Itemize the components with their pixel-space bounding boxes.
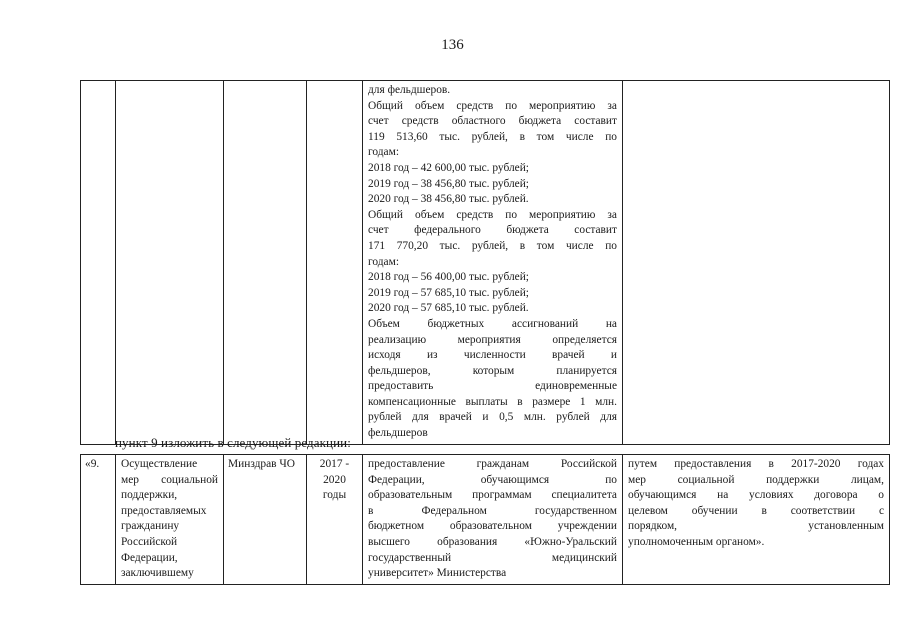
- funding-line: Общий объем средств по мероприятию за: [368, 99, 617, 112]
- period-line: 2020: [323, 473, 346, 486]
- measure-cell: [116, 81, 224, 445]
- period-line: 2017 -: [319, 458, 350, 470]
- result-cell: [623, 81, 890, 445]
- result-line: уполномоченным органом».: [628, 535, 765, 548]
- item-number: «9.: [85, 458, 100, 470]
- item-result: [623, 455, 889, 553]
- measure-line: поддержки,: [121, 489, 178, 502]
- item-number-cell: [81, 455, 116, 585]
- item-9-table: [80, 454, 890, 585]
- item-measure-cell: [116, 455, 224, 585]
- result-line: путем предоставления в 2017-2020 годах: [628, 458, 884, 470]
- continuation-table: [80, 80, 890, 445]
- funding-line: Объем бюджетных ассигнований на: [368, 317, 617, 330]
- funding-line: 2018 год – 42 600,00 тыс. рублей;: [368, 161, 529, 174]
- funding-line: предоставить единовременные: [368, 380, 617, 393]
- funding-line: 2019 год – 38 456,80 тыс. рублей;: [368, 177, 529, 190]
- amendment-instruction: пункт 9 изложить в следующей редакции:: [115, 435, 351, 450]
- funding-line: 2019 год – 57 685,10 тыс. рублей;: [368, 286, 529, 299]
- period-line: годы: [322, 489, 347, 502]
- funding-line: фельдшеров, которым планируется: [368, 364, 617, 377]
- description-line: университет» Министерства: [368, 567, 507, 580]
- item-description: [363, 455, 622, 584]
- funding-line: реализацию мероприятия определяется: [368, 333, 617, 346]
- funding-line: годам:: [368, 146, 399, 159]
- measure-line: мер социальной: [121, 473, 218, 486]
- funding-line: компенсационные выплаты в размере 1 млн.: [368, 395, 617, 408]
- description-line: высшего образования «Южно-Уральский: [368, 535, 617, 548]
- result-line: целевом обучении в соответствии с: [628, 504, 884, 517]
- funding-line: фельдшеров: [368, 427, 428, 440]
- funding-line: для фельдшеров.: [368, 84, 451, 96]
- item-executor: Минздрав ЧО: [228, 458, 296, 470]
- result-line: порядком, установленным: [628, 520, 884, 533]
- description-line: Федерации, обучающимся по: [368, 473, 617, 486]
- description-line: государственный медицинский: [368, 551, 617, 564]
- funding-line: 171 770,20 тыс. рублей, в том числе по: [368, 239, 617, 252]
- item-measure-text: [116, 455, 223, 584]
- item-description-cell: [363, 455, 623, 585]
- funding-line: счет федерального бюджета составит: [368, 224, 617, 237]
- page-number: 136: [441, 37, 464, 53]
- item-period-cell: [307, 455, 363, 585]
- funding-line: 2018 год – 56 400,00 тыс. рублей;: [368, 271, 529, 284]
- description-line: предоставление гражданам Российской: [368, 458, 617, 470]
- funding-line: 2020 год – 57 685,10 тыс. рублей.: [368, 302, 529, 315]
- measure-line: Осуществление: [121, 458, 198, 470]
- number-cell: [81, 81, 116, 445]
- measure-line: Федерации,: [121, 551, 178, 564]
- description-line: образовательным программам специалитета: [368, 489, 617, 502]
- measure-line: заключившему: [121, 567, 194, 580]
- funding-line: счет средств областного бюджета составит: [368, 115, 617, 128]
- measure-line: гражданину: [121, 520, 180, 533]
- result-line: мер социальной поддержки лицам,: [628, 473, 884, 486]
- funding-line: 119 513,60 тыс. рублей, в том числе по: [368, 130, 617, 143]
- funding-line: годам:: [368, 255, 399, 268]
- result-line: обучающимся на условиях договора о: [628, 489, 884, 502]
- item-period: [307, 455, 362, 506]
- executor-cell: [224, 81, 307, 445]
- funding-line: исходя из численности врачей и: [368, 349, 617, 362]
- description-line: в Федеральном государственном: [368, 504, 617, 517]
- item-executor-cell: [224, 455, 307, 585]
- funding-line: рублей для врачей и 0,5 млн. рублей для: [368, 411, 617, 424]
- measure-line: предоставляемых: [121, 504, 207, 517]
- period-cell: [307, 81, 363, 445]
- description-line: бюджетном образовательном учреждении: [368, 520, 617, 533]
- measure-line: Российской: [121, 535, 178, 548]
- funding-line: 2020 год – 38 456,80 тыс. рублей.: [368, 193, 529, 206]
- funding-line: Общий объем средств по мероприятию за: [368, 208, 617, 221]
- funding-text: [363, 81, 622, 444]
- funding-cell: [363, 81, 623, 445]
- item-result-cell: [623, 455, 890, 585]
